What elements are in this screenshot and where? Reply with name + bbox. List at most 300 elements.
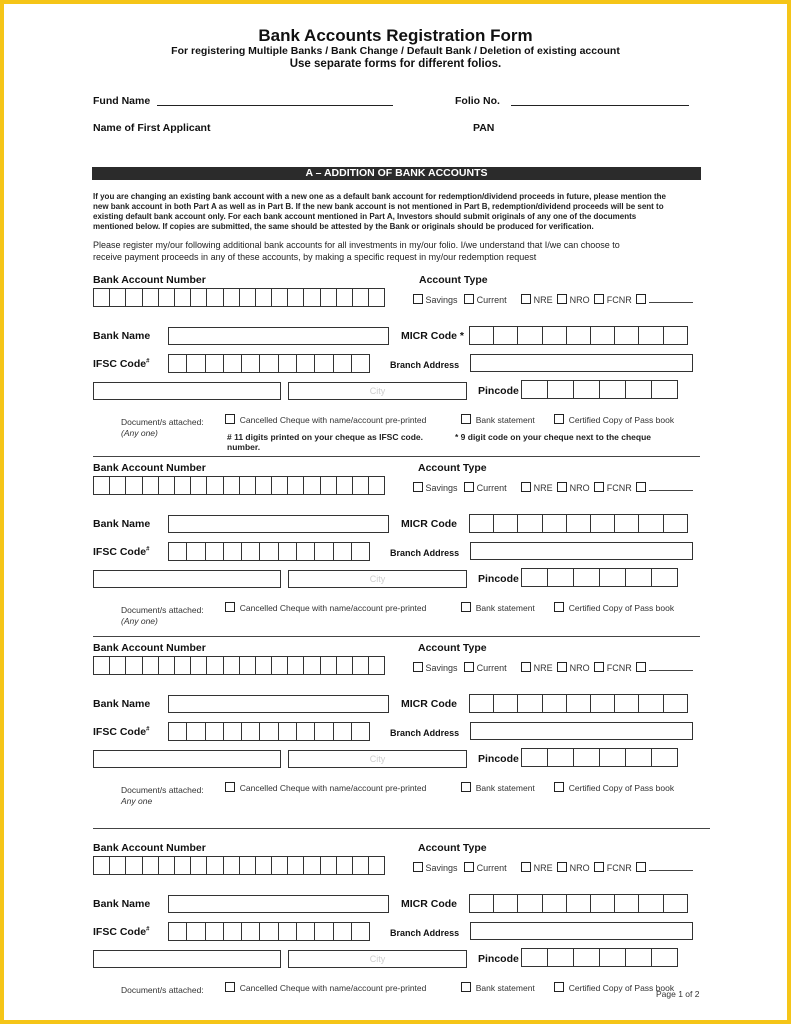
bank-account-number-field[interactable] xyxy=(93,856,384,875)
digit-cell[interactable] xyxy=(296,722,315,741)
micr-code-field[interactable] xyxy=(469,326,687,345)
certified-passbook-checkbox[interactable] xyxy=(554,602,564,612)
digit-cell[interactable] xyxy=(241,542,260,561)
bank-statement-option: Bank statement xyxy=(461,982,535,993)
ifsc-code-field[interactable] xyxy=(168,922,369,941)
digit-cell[interactable] xyxy=(320,476,337,495)
digit-cell[interactable] xyxy=(614,514,639,533)
digit-cell[interactable] xyxy=(333,354,352,373)
digit-cell[interactable] xyxy=(278,354,297,373)
bank-statement-checkbox[interactable] xyxy=(461,414,471,424)
section-divider xyxy=(93,456,700,457)
digit-cell[interactable] xyxy=(517,894,542,913)
digit-cell[interactable] xyxy=(303,656,320,675)
digit-cell[interactable] xyxy=(168,722,187,741)
branch-address-line-2[interactable] xyxy=(93,950,281,968)
micr-code-field[interactable] xyxy=(469,694,687,713)
cancelled-cheque-checkbox[interactable] xyxy=(225,414,235,424)
digit-cell[interactable] xyxy=(259,542,278,561)
digit-cell[interactable] xyxy=(186,722,205,741)
page-number: Page 1 of 2 xyxy=(656,989,700,999)
digit-cell[interactable] xyxy=(320,656,337,675)
digit-cell[interactable] xyxy=(614,326,639,345)
digit-cell[interactable] xyxy=(547,948,574,967)
digit-cell[interactable] xyxy=(493,326,518,345)
documents-attached-label: Document/s attached: xyxy=(121,785,204,795)
bank-account-number-field[interactable] xyxy=(93,656,384,675)
digit-cell[interactable] xyxy=(368,656,385,675)
digit-cell[interactable] xyxy=(255,656,272,675)
digit-cell[interactable] xyxy=(296,922,315,941)
digit-cell[interactable] xyxy=(590,514,615,533)
digit-cell[interactable] xyxy=(190,856,207,875)
branch-address-line-2[interactable] xyxy=(93,750,281,768)
digit-cell[interactable] xyxy=(125,856,142,875)
bank-account-number-field[interactable] xyxy=(93,288,384,307)
digit-cell[interactable] xyxy=(303,856,320,875)
digit-cell[interactable] xyxy=(205,354,224,373)
digit-cell[interactable] xyxy=(223,354,242,373)
digit-cell[interactable] xyxy=(517,326,542,345)
digit-cell[interactable] xyxy=(223,722,242,741)
digit-cell[interactable] xyxy=(255,288,272,307)
bank-statement-checkbox[interactable] xyxy=(461,602,471,612)
ifsc-note: # 11 digits printed on your cheque as IFSC code. number. xyxy=(227,432,424,452)
digit-cell[interactable] xyxy=(259,354,278,373)
fund-name-field[interactable] xyxy=(157,105,393,106)
digit-cell[interactable] xyxy=(566,514,591,533)
cancelled-cheque-checkbox[interactable] xyxy=(225,982,235,992)
digit-cell[interactable] xyxy=(206,476,223,495)
digit-cell[interactable] xyxy=(287,288,304,307)
digit-cell[interactable] xyxy=(651,948,678,967)
digit-cell[interactable] xyxy=(638,326,663,345)
digit-cell[interactable] xyxy=(336,856,353,875)
any-one-note: (Any one) xyxy=(121,428,158,438)
digit-cell[interactable] xyxy=(190,288,207,307)
digit-cell[interactable] xyxy=(271,288,288,307)
digit-cell[interactable] xyxy=(190,656,207,675)
pincode-label: Pincode xyxy=(478,753,519,765)
pincode-field[interactable] xyxy=(521,380,677,399)
certified-passbook-option: Certified Copy of Pass book xyxy=(554,602,674,613)
digit-cell[interactable] xyxy=(469,326,494,345)
digit-cell[interactable] xyxy=(223,542,242,561)
micr-code-label: MICR Code xyxy=(401,698,457,710)
documents-attached-label: Document/s attached: xyxy=(121,605,204,615)
digit-cell[interactable] xyxy=(241,722,260,741)
digit-cell[interactable] xyxy=(566,894,591,913)
any-one-note: Any one xyxy=(121,796,153,806)
city-field[interactable]: City xyxy=(288,950,467,968)
bank-statement-checkbox[interactable] xyxy=(461,782,471,792)
account-type-options: Savings Current NRE NRO FCNR xyxy=(413,662,693,673)
digit-cell[interactable] xyxy=(303,288,320,307)
certified-passbook-option: Certified Copy of Pass book xyxy=(554,782,674,793)
section-a-instructions: If you are changing an existing bank account with a new one as a default bank account for redemption/dividend proceeds in future, please mention the new bank account in both Part A as well as in Part B. If the new bank account is not mentioned in Part B, redemption/dividend proceeds will be sent to existing default bank account only. For each bank account mentioned in Part A, Investors should submit originals of any one of the documents mentioned below. If copies are submitted, the same should be attested by the Bank or originals should be produced for verification. xyxy=(93,192,666,231)
other-account-type-field[interactable] xyxy=(649,295,693,303)
digit-cell[interactable] xyxy=(223,288,240,307)
fund-name-label: Fund Name xyxy=(93,95,151,107)
digit-cell[interactable] xyxy=(493,514,518,533)
digit-cell[interactable] xyxy=(168,542,187,561)
digit-cell[interactable] xyxy=(223,922,242,941)
digit-cell[interactable] xyxy=(469,694,494,713)
digit-cell[interactable] xyxy=(651,748,678,767)
digit-cell[interactable] xyxy=(93,288,110,307)
digit-cell[interactable] xyxy=(469,894,494,913)
account-type-label: Account Type xyxy=(418,842,487,854)
branch-address-field[interactable] xyxy=(470,722,693,740)
branch-address-line-2[interactable] xyxy=(93,570,281,588)
cancelled-cheque-checkbox[interactable] xyxy=(225,602,235,612)
digit-cell[interactable] xyxy=(352,656,369,675)
ifsc-code-field[interactable] xyxy=(168,722,369,741)
digit-cell[interactable] xyxy=(287,856,304,875)
savings-checkbox[interactable] xyxy=(413,862,423,872)
branch-address-label: Branch Address xyxy=(390,928,460,938)
digit-cell[interactable] xyxy=(168,354,187,373)
digit-cell[interactable] xyxy=(517,694,542,713)
digit-cell[interactable] xyxy=(614,694,639,713)
digit-cell[interactable] xyxy=(205,722,224,741)
digit-cell[interactable] xyxy=(599,948,626,967)
other-account-type-checkbox[interactable] xyxy=(636,862,646,872)
digit-cell[interactable] xyxy=(493,694,518,713)
nro-checkbox[interactable] xyxy=(557,294,567,304)
digit-cell[interactable] xyxy=(547,380,574,399)
micr-note: * 9 digit code on your cheque next to the cheque xyxy=(455,432,651,442)
other-account-type-field[interactable] xyxy=(649,863,693,871)
digit-cell[interactable] xyxy=(125,288,142,307)
digit-cell[interactable] xyxy=(521,748,548,767)
nre-checkbox[interactable] xyxy=(521,662,531,672)
bank-name-field[interactable] xyxy=(168,895,389,913)
pincode-field[interactable] xyxy=(521,748,677,767)
branch-address-field[interactable] xyxy=(470,542,693,560)
digit-cell[interactable] xyxy=(590,894,615,913)
digit-cell[interactable] xyxy=(125,476,142,495)
digit-cell[interactable] xyxy=(174,476,191,495)
digit-cell[interactable] xyxy=(566,326,591,345)
digit-cell[interactable] xyxy=(333,722,352,741)
certified-passbook-checkbox[interactable] xyxy=(554,982,564,992)
digit-cell[interactable] xyxy=(205,542,224,561)
digit-cell[interactable] xyxy=(542,326,567,345)
digit-cell[interactable] xyxy=(573,948,600,967)
pincode-field[interactable] xyxy=(521,568,677,587)
fcnr-checkbox[interactable] xyxy=(594,482,604,492)
other-account-type-field[interactable] xyxy=(649,663,693,671)
digit-cell[interactable] xyxy=(352,476,369,495)
micr-code-label: MICR Code * xyxy=(401,330,464,342)
bank-name-field[interactable] xyxy=(168,327,389,345)
digit-cell[interactable] xyxy=(469,514,494,533)
branch-address-label: Branch Address xyxy=(390,360,460,370)
digit-cell[interactable] xyxy=(125,656,142,675)
nro-checkbox[interactable] xyxy=(557,862,567,872)
bank-name-label: Bank Name xyxy=(93,330,151,342)
digit-cell[interactable] xyxy=(614,894,639,913)
digit-cell[interactable] xyxy=(566,694,591,713)
digit-cell[interactable] xyxy=(625,568,652,587)
digit-cell[interactable] xyxy=(314,722,333,741)
digit-cell[interactable] xyxy=(206,856,223,875)
digit-cell[interactable] xyxy=(186,922,205,941)
branch-address-field[interactable] xyxy=(470,354,693,372)
digit-cell[interactable] xyxy=(573,568,600,587)
bank-statement-checkbox[interactable] xyxy=(461,982,471,992)
nro-checkbox[interactable] xyxy=(557,662,567,672)
digit-cell[interactable] xyxy=(93,476,110,495)
digit-cell[interactable] xyxy=(109,656,126,675)
current-checkbox[interactable] xyxy=(464,482,474,492)
digit-cell[interactable] xyxy=(190,476,207,495)
digit-cell[interactable] xyxy=(314,922,333,941)
bank-account-number-field[interactable] xyxy=(93,476,384,495)
other-account-type-checkbox[interactable] xyxy=(636,482,646,492)
digit-cell[interactable] xyxy=(368,856,385,875)
digit-cell[interactable] xyxy=(158,476,175,495)
form-page xyxy=(4,4,787,1020)
bank-statement-option: Bank statement xyxy=(461,602,535,613)
digit-cell[interactable] xyxy=(547,568,574,587)
digit-cell[interactable] xyxy=(638,694,663,713)
pincode-label: Pincode xyxy=(478,385,519,397)
nre-checkbox[interactable] xyxy=(521,294,531,304)
cancelled-cheque-checkbox[interactable] xyxy=(225,782,235,792)
digit-cell[interactable] xyxy=(271,476,288,495)
fcnr-checkbox[interactable] xyxy=(594,294,604,304)
section-a-request: Please register my/our following additional bank accounts for all investments in my/our folio. I/we understand that I/we can choose to receive payment proceeds in any of these accounts, by making a specific request in my/our redemption request xyxy=(93,240,620,262)
form-title: Bank Accounts Registration Form xyxy=(258,26,533,45)
ifsc-code-label: IFSC Code# xyxy=(93,358,150,370)
digit-cell[interactable] xyxy=(259,722,278,741)
micr-code-field[interactable] xyxy=(469,514,687,533)
digit-cell[interactable] xyxy=(521,568,548,587)
digit-cell[interactable] xyxy=(625,948,652,967)
digit-cell[interactable] xyxy=(517,514,542,533)
current-checkbox[interactable] xyxy=(464,294,474,304)
city-field[interactable]: City xyxy=(288,570,467,588)
digit-cell[interactable] xyxy=(625,748,652,767)
other-account-type-checkbox[interactable] xyxy=(636,294,646,304)
digit-cell[interactable] xyxy=(158,288,175,307)
digit-cell[interactable] xyxy=(174,656,191,675)
digit-cell[interactable] xyxy=(255,856,272,875)
bank-name-label: Bank Name xyxy=(93,698,151,710)
fcnr-checkbox[interactable] xyxy=(594,862,604,872)
digit-cell[interactable] xyxy=(223,656,240,675)
digit-cell[interactable] xyxy=(186,354,205,373)
digit-cell[interactable] xyxy=(336,476,353,495)
digit-cell[interactable] xyxy=(521,948,548,967)
digit-cell[interactable] xyxy=(351,542,370,561)
digit-cell[interactable] xyxy=(493,894,518,913)
digit-cell[interactable] xyxy=(663,894,688,913)
savings-checkbox[interactable] xyxy=(413,482,423,492)
documents-attached-label: Document/s attached: xyxy=(121,985,204,995)
pincode-field[interactable] xyxy=(521,948,677,967)
bank-statement-option: Bank statement xyxy=(461,782,535,793)
cancelled-cheque-option: Cancelled Cheque with name/account pre-printed xyxy=(225,782,426,793)
bank-account-number-label: Bank Account Number xyxy=(93,274,206,286)
city-field[interactable]: City xyxy=(288,750,467,768)
certified-passbook-checkbox[interactable] xyxy=(554,782,564,792)
pincode-label: Pincode xyxy=(478,573,519,585)
digit-cell[interactable] xyxy=(206,288,223,307)
digit-cell[interactable] xyxy=(287,656,304,675)
other-account-type-field[interactable] xyxy=(649,483,693,491)
micr-code-label: MICR Code xyxy=(401,898,457,910)
digit-cell[interactable] xyxy=(663,326,688,345)
digit-cell[interactable] xyxy=(296,542,315,561)
digit-cell[interactable] xyxy=(368,288,385,307)
branch-address-line-2[interactable] xyxy=(93,382,281,400)
bank-account-number-label: Bank Account Number xyxy=(93,642,206,654)
digit-cell[interactable] xyxy=(542,894,567,913)
digit-cell[interactable] xyxy=(521,380,548,399)
digit-cell[interactable] xyxy=(278,722,297,741)
digit-cell[interactable] xyxy=(351,922,370,941)
digit-cell[interactable] xyxy=(271,856,288,875)
digit-cell[interactable] xyxy=(320,856,337,875)
ifsc-code-label: IFSC Code# xyxy=(93,726,150,738)
account-type-options: Savings Current NRE NRO FCNR xyxy=(413,294,693,305)
digit-cell[interactable] xyxy=(590,326,615,345)
digit-cell[interactable] xyxy=(93,656,110,675)
branch-address-field[interactable] xyxy=(470,922,693,940)
digit-cell[interactable] xyxy=(651,568,678,587)
section-divider xyxy=(93,828,710,829)
digit-cell[interactable] xyxy=(352,288,369,307)
digit-cell[interactable] xyxy=(351,354,370,373)
digit-cell[interactable] xyxy=(186,542,205,561)
digit-cell[interactable] xyxy=(239,656,256,675)
cancelled-cheque-option: Cancelled Cheque with name/account pre-printed xyxy=(225,982,426,993)
bank-name-field[interactable] xyxy=(168,695,389,713)
digit-cell[interactable] xyxy=(336,288,353,307)
digit-cell[interactable] xyxy=(259,922,278,941)
digit-cell[interactable] xyxy=(241,354,260,373)
digit-cell[interactable] xyxy=(542,694,567,713)
digit-cell[interactable] xyxy=(542,514,567,533)
digit-cell[interactable] xyxy=(336,656,353,675)
digit-cell[interactable] xyxy=(223,856,240,875)
other-account-type-checkbox[interactable] xyxy=(636,662,646,672)
digit-cell[interactable] xyxy=(590,694,615,713)
digit-cell[interactable] xyxy=(158,656,175,675)
digit-cell[interactable] xyxy=(109,476,126,495)
digit-cell[interactable] xyxy=(142,656,159,675)
account-type-options: Savings Current NRE NRO FCNR xyxy=(413,482,693,493)
bank-name-field[interactable] xyxy=(168,515,389,533)
digit-cell[interactable] xyxy=(168,922,187,941)
folio-no-field[interactable] xyxy=(511,105,689,106)
digit-cell[interactable] xyxy=(206,656,223,675)
certified-passbook-checkbox[interactable] xyxy=(554,414,564,424)
digit-cell[interactable] xyxy=(142,476,159,495)
digit-cell[interactable] xyxy=(296,354,315,373)
digit-cell[interactable] xyxy=(205,922,224,941)
branch-address-label: Branch Address xyxy=(390,548,460,558)
digit-cell[interactable] xyxy=(174,288,191,307)
digit-cell[interactable] xyxy=(638,894,663,913)
digit-cell[interactable] xyxy=(314,542,333,561)
nre-checkbox[interactable] xyxy=(521,482,531,492)
digit-cell[interactable] xyxy=(278,922,297,941)
digit-cell[interactable] xyxy=(573,380,600,399)
any-one-note: (Any one) xyxy=(121,616,158,626)
ifsc-code-field[interactable] xyxy=(168,354,369,373)
nre-checkbox[interactable] xyxy=(521,862,531,872)
digit-cell[interactable] xyxy=(278,542,297,561)
section-divider xyxy=(93,636,700,637)
digit-cell[interactable] xyxy=(663,694,688,713)
nro-checkbox[interactable] xyxy=(557,482,567,492)
digit-cell[interactable] xyxy=(239,288,256,307)
digit-cell[interactable] xyxy=(663,514,688,533)
digit-cell[interactable] xyxy=(239,476,256,495)
digit-cell[interactable] xyxy=(638,514,663,533)
digit-cell[interactable] xyxy=(142,288,159,307)
digit-cell[interactable] xyxy=(333,922,352,941)
digit-cell[interactable] xyxy=(314,354,333,373)
digit-cell[interactable] xyxy=(255,476,272,495)
digit-cell[interactable] xyxy=(287,476,304,495)
form-subtitle: For registering Multiple Banks / Bank Change / Default Bank / Deletion of existing account xyxy=(171,45,620,57)
digit-cell[interactable] xyxy=(625,380,652,399)
digit-cell[interactable] xyxy=(599,748,626,767)
account-type-label: Account Type xyxy=(419,274,488,286)
digit-cell[interactable] xyxy=(352,856,369,875)
current-checkbox[interactable] xyxy=(464,662,474,672)
digit-cell[interactable] xyxy=(599,380,626,399)
digit-cell[interactable] xyxy=(93,856,110,875)
digit-cell[interactable] xyxy=(271,656,288,675)
digit-cell[interactable] xyxy=(651,380,678,399)
digit-cell[interactable] xyxy=(320,288,337,307)
documents-attached-label: Document/s attached: xyxy=(121,417,204,427)
digit-cell[interactable] xyxy=(241,922,260,941)
digit-cell[interactable] xyxy=(368,476,385,495)
digit-cell[interactable] xyxy=(109,856,126,875)
ifsc-code-field[interactable] xyxy=(168,542,369,561)
digit-cell[interactable] xyxy=(239,856,256,875)
cancelled-cheque-option: Cancelled Cheque with name/account pre-printed xyxy=(225,602,426,613)
digit-cell[interactable] xyxy=(223,476,240,495)
digit-cell[interactable] xyxy=(573,748,600,767)
digit-cell[interactable] xyxy=(174,856,191,875)
account-type-label: Account Type xyxy=(418,462,487,474)
certified-passbook-option: Certified Copy of Pass book xyxy=(554,982,674,993)
digit-cell[interactable] xyxy=(547,748,574,767)
digit-cell[interactable] xyxy=(599,568,626,587)
micr-code-field[interactable] xyxy=(469,894,687,913)
account-type-label: Account Type xyxy=(418,642,487,654)
savings-checkbox[interactable] xyxy=(413,294,423,304)
savings-checkbox[interactable] xyxy=(413,662,423,672)
digit-cell[interactable] xyxy=(351,722,370,741)
digit-cell[interactable] xyxy=(333,542,352,561)
current-checkbox[interactable] xyxy=(464,862,474,872)
fcnr-checkbox[interactable] xyxy=(594,662,604,672)
city-field[interactable]: City xyxy=(288,382,467,400)
digit-cell[interactable] xyxy=(158,856,175,875)
digit-cell[interactable] xyxy=(303,476,320,495)
digit-cell[interactable] xyxy=(109,288,126,307)
digit-cell[interactable] xyxy=(142,856,159,875)
